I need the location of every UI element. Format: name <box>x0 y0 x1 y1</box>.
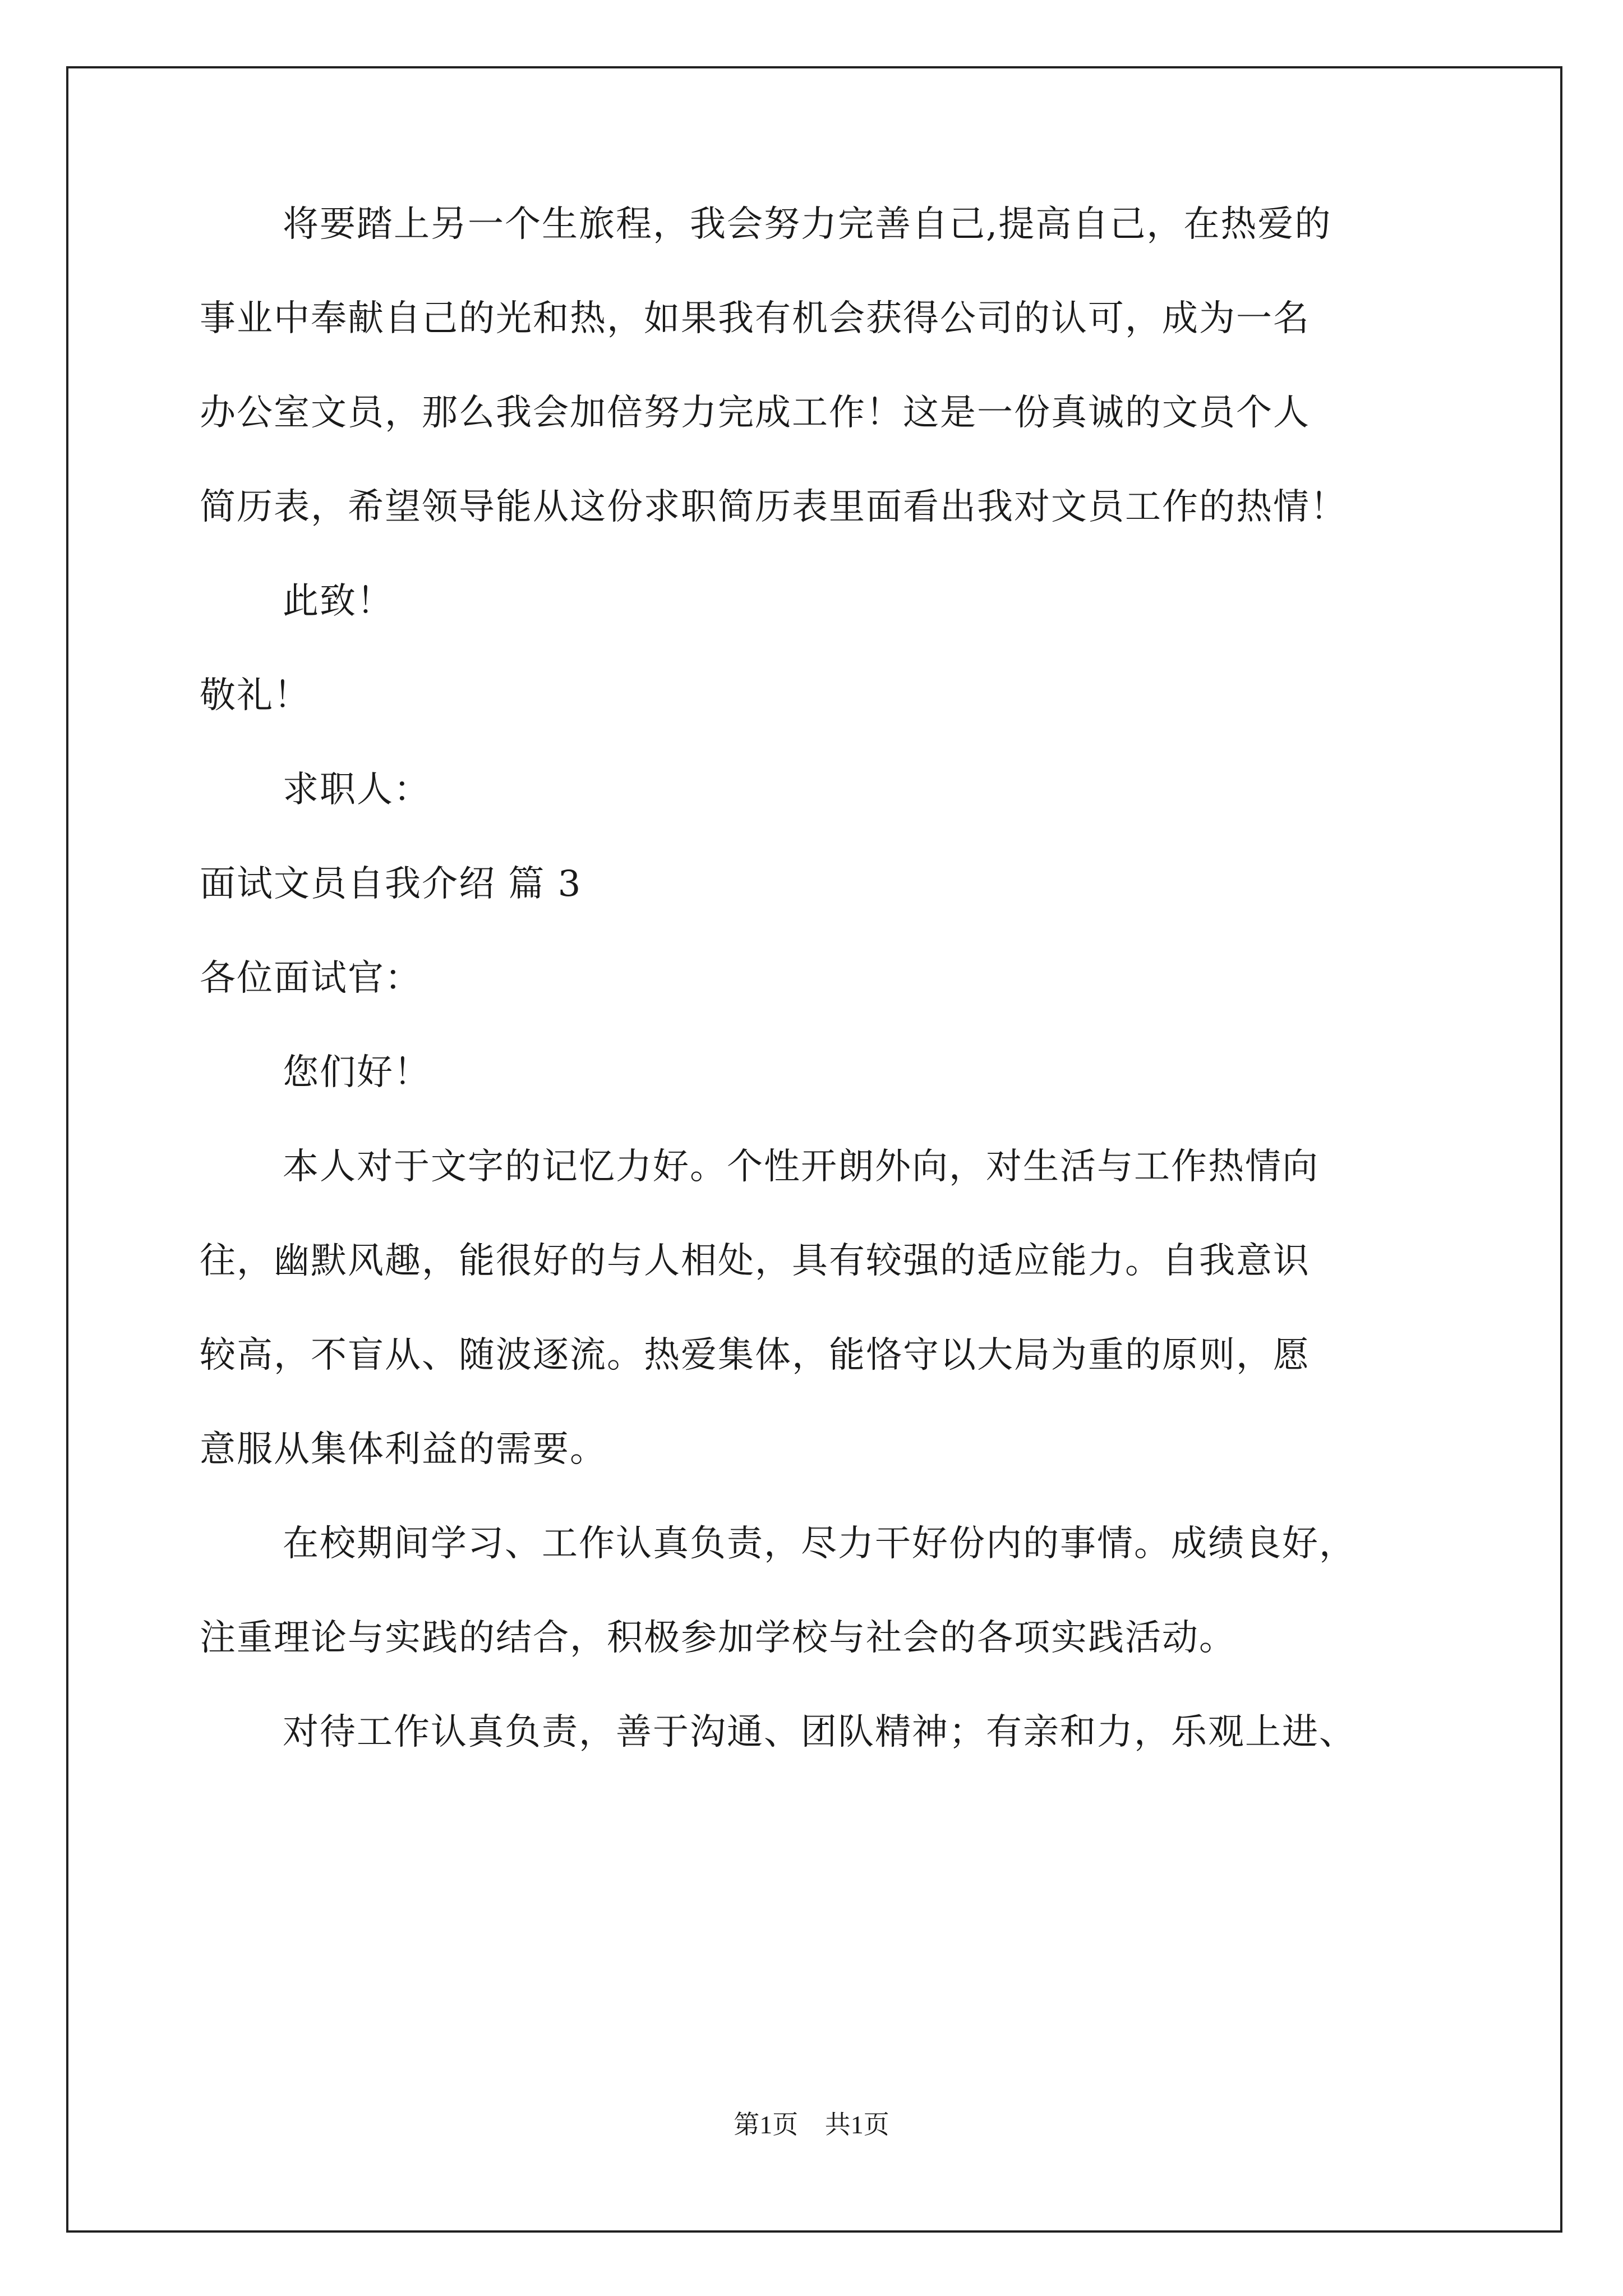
paragraph-line: 注重理论与实践的结合，积极参加学校与社会的各项实践活动。 <box>200 1617 1236 1659</box>
section-title: 面试文员自我介绍 篇 3 <box>200 863 582 905</box>
page-total: 共1页 <box>824 2110 889 2139</box>
greeting-line: 各位面试官： <box>200 958 422 999</box>
page-footer <box>0 2108 1623 2142</box>
closing-line: 此致！ <box>283 581 394 622</box>
greeting-line: 您们好！ <box>283 1052 431 1093</box>
signature-line: 求职人： <box>283 769 431 811</box>
paragraph-line: 较高，不盲从、随波逐流。热爱集体，能恪守以大局为重的原则，愿 <box>200 1335 1310 1376</box>
paragraph-line: 将要踏上另一个生旅程，我会努力完善自己,提高自己，在热爱的 <box>283 204 1332 245</box>
paragraph-line: 对待工作认真负责，善于沟通、团队精神；有亲和力，乐观上进、 <box>283 1711 1356 1753</box>
page-number: 第1页 <box>734 2110 799 2139</box>
paragraph-line: 往，幽默风趣，能很好的与人相处，具有较强的适应能力。自我意识 <box>200 1240 1310 1282</box>
salutation-line: 敬礼！ <box>200 675 311 716</box>
paragraph-line: 办公室文员，那么我会加倍努力完成工作！这是一份真诚的文员个人 <box>200 392 1310 434</box>
paragraph-line: 简历表，希望领导能从这份求职简历表里面看出我对文员工作的热情！ <box>200 486 1347 528</box>
paragraph-line: 本人对于文字的记忆力好。个性开朗外向，对生活与工作热情向 <box>283 1146 1319 1188</box>
paragraph-line: 事业中奉献自己的光和热，如果我有机会获得公司的认可，成为一名 <box>200 298 1310 339</box>
paragraph-line: 在校期间学习、工作认真负责，尽力干好份内的事情。成绩良好， <box>283 1523 1356 1565</box>
paragraph-line: 意服从集体利益的需要。 <box>200 1429 607 1470</box>
